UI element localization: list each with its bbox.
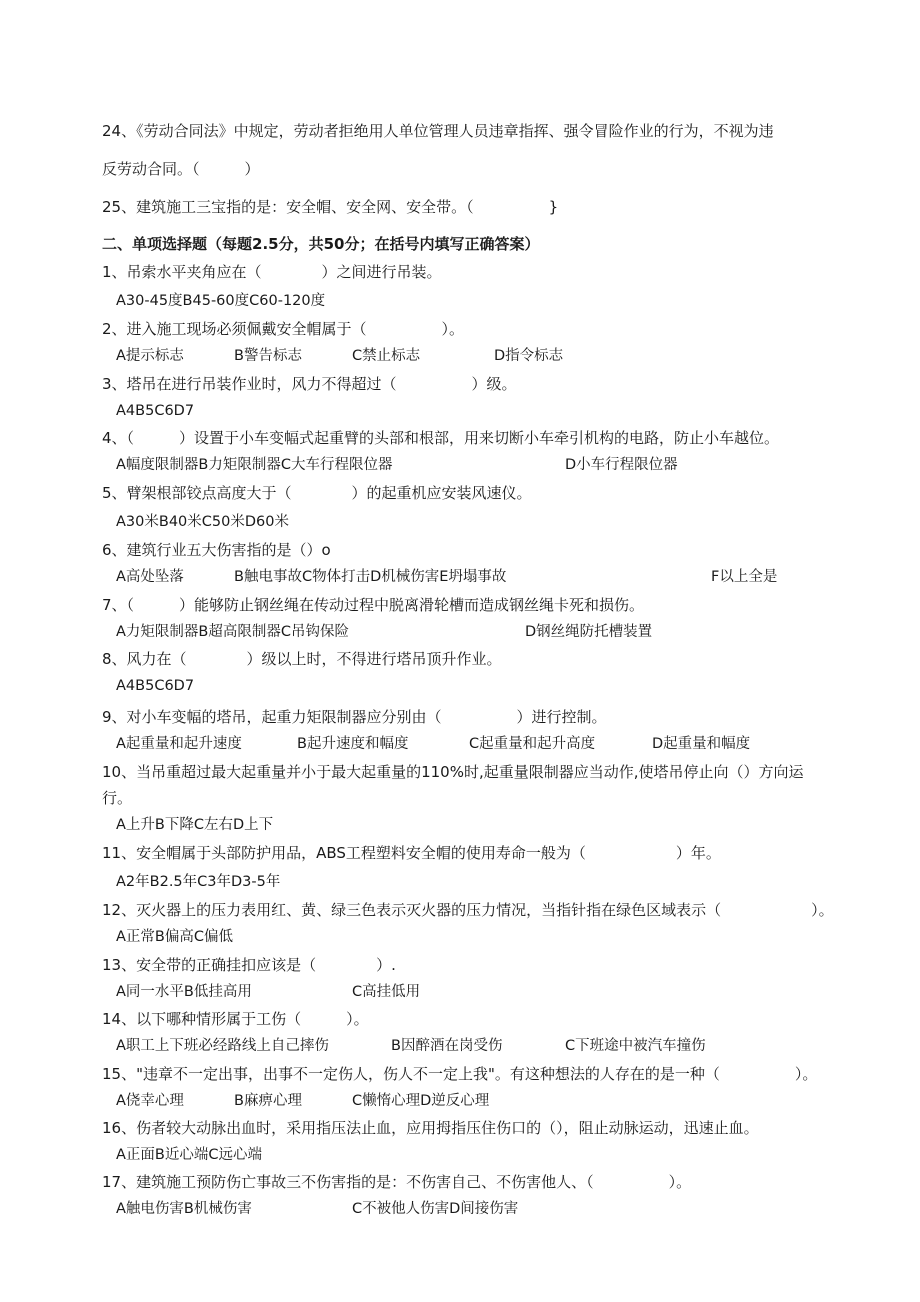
question-10-line2: 行。: [102, 789, 133, 807]
q2-option-d: D指令标志: [494, 348, 564, 364]
q13-options-ab: A同一水平B低挂高用: [116, 984, 252, 1000]
question-1: 1、吊索水平夹角应在（ ）之间进行吊装。: [102, 263, 442, 281]
q11-options: A2年B2.5年C3年D3-5年: [116, 874, 281, 890]
q2-option-b: B警告标志: [234, 348, 302, 364]
question-4: 4、（ ）设置于小车变幅式起重臂的头部和根部，用来切断小车牵引机构的电路，防止小车越位。: [102, 429, 780, 447]
q12-options: A正常B偏高C偏低: [116, 929, 233, 945]
q14-option-a: A职工上下班必经路线上自己摔伤: [116, 1038, 329, 1054]
question-15: 15、"违章不一定出事，出事不一定伤人，伤人不一定上我"。有这种想法的人存在的是一种（ ）。: [102, 1065, 818, 1083]
q6-options-be: B触电事故C物体打击D机械伤害E坍塌事故: [234, 569, 507, 585]
q15-option-b: B麻痹心理: [234, 1093, 302, 1109]
q15-option-a: A侥幸心理: [116, 1093, 184, 1109]
question-3: 3、塔吊在进行吊装作业时，风力不得超过（ ）级。: [102, 375, 517, 393]
q17-options-cd: C不被他人伤害D间接伤害: [352, 1201, 519, 1217]
q2-option-c: C禁止标志: [352, 348, 421, 364]
q14-option-b: B因醉酒在岗受伤: [391, 1038, 503, 1054]
q4-options-abc: A幅度限制器B力矩限制器C大车行程限位器: [116, 457, 393, 473]
question-6: 6、建筑行业五大伤害指的是（）o: [102, 541, 331, 559]
q6-option-f: F以上全是: [711, 569, 778, 585]
question-16: 16、伤者较大动脉出血时，采用指压法止血，应用拇指压住伤口的（），阻止动脉运动，迅速止血。: [102, 1119, 759, 1137]
question-24-line1: 24、《劳动合同法》中规定，劳动者拒绝用人单位管理人员违章指挥、强令冒险作业的行为，不视为违: [102, 122, 774, 140]
q15-options-cd: C懒惰心理D逆反心理: [352, 1093, 490, 1109]
q5-options: A30米B40米C50米D60米: [116, 514, 289, 530]
q2-option-a: A提示标志: [116, 348, 184, 364]
q10-options: A上升B下降C左右D上下: [116, 817, 274, 833]
q9-option-c: C起重量和起升高度: [469, 736, 596, 752]
question-7: 7、（ ）能够防止钢丝绳在传动过程中脱离滑轮槽而造成钢丝绳卡死和损伤。: [102, 596, 645, 614]
q9-option-d: D起重量和幅度: [652, 736, 751, 752]
question-8: 8、风力在（ ）级以上时，不得进行塔吊顶升作业。: [102, 650, 502, 668]
q16-options: A正面B近心端C远心端: [116, 1147, 262, 1163]
question-5: 5、臂架根部铰点高度大于（ ）的起重机应安装风速仪。: [102, 484, 532, 502]
question-11: 11、安全帽属于头部防护用品，ABS工程塑料安全帽的使用寿命一般为（ ）年。: [102, 844, 721, 862]
question-24-line2: 反劳动合同。（ ）: [102, 160, 260, 178]
q13-option-c: C高挂低用: [352, 984, 421, 1000]
q1-options: A30-45度B45-60度C60-120度: [116, 293, 326, 309]
q9-option-a: A起重量和起升速度: [116, 736, 242, 752]
q4-option-d: D小车行程限位器: [565, 457, 678, 473]
q8-options: A4B5C6D7: [116, 678, 195, 694]
question-25: 25、建筑施工三宝指的是：安全帽、安全网、安全带。（ }: [102, 198, 559, 216]
question-14: 14、以下哪种情形属于工伤（ ）。: [102, 1010, 369, 1028]
question-13: 13、安全带的正确挂扣应该是（ ）.: [102, 956, 396, 974]
question-12: 12、灭火器上的压力表用红、黄、绿三色表示灭火器的压力情况，当指针指在绿色区域表示（ ）。: [102, 901, 834, 919]
section-heading: 二、单项选择题（每题2.5分，共50分；在括号内填写正确答案）: [102, 235, 540, 253]
q6-option-a: A高处坠落: [116, 569, 184, 585]
q9-option-b: B起升速度和幅度: [297, 736, 409, 752]
question-2: 2、进入施工现场必须佩戴安全帽属于（ ）。: [102, 320, 465, 338]
q3-options: A4B5C6D7: [116, 403, 195, 419]
q7-options-abc: A力矩限制器B超高限制器C吊钩保险: [116, 624, 349, 640]
q17-options-ab: A触电伤害B机械伤害: [116, 1201, 252, 1217]
question-17: 17、建筑施工预防伤亡事故三不伤害指的是：不伤害自己、不伤害他人、（ ）。: [102, 1173, 692, 1191]
question-9: 9、对小车变幅的塔吊，起重力矩限制器应分别由（ ）进行控制。: [102, 708, 607, 726]
question-10: 10、当吊重超过最大起重量并小于最大起重量的110%时,起重量限制器应当动作,使塔吊停止向（）方向运: [102, 763, 804, 781]
q14-option-c: C下班途中被汽车撞伤: [565, 1038, 706, 1054]
q7-option-d: D钢丝绳防托槽装置: [525, 624, 653, 640]
